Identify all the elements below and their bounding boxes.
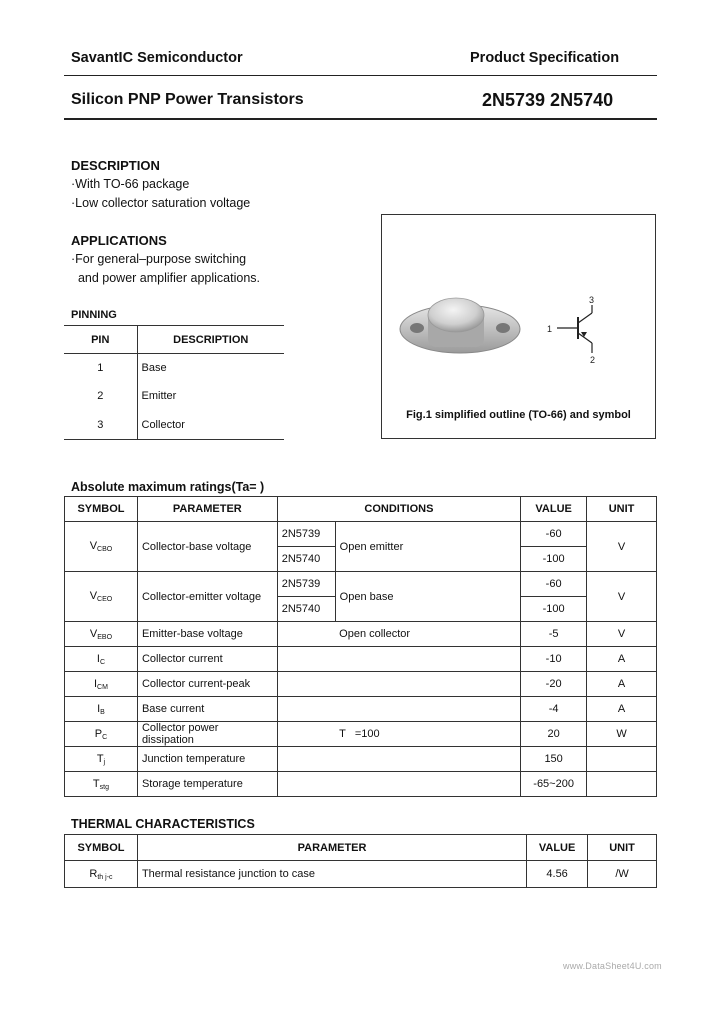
column-header-conditions: CONDITIONS — [277, 497, 520, 522]
pin-label-1: 1 — [547, 324, 553, 334]
condition-cell: Open base — [335, 572, 521, 622]
table-header-row — [65, 835, 657, 861]
parameter-cell: Collector current-peak — [137, 672, 277, 697]
mounting-hole-right — [496, 323, 510, 333]
unit-cell: V — [587, 522, 657, 572]
column-header-symbol: SYMBOL — [65, 497, 138, 522]
table-header-row — [65, 497, 657, 522]
column-header-unit: UNIT — [588, 835, 657, 861]
parameter-cell: Thermal resistance junction to case — [137, 861, 526, 888]
table-row — [64, 382, 284, 411]
thermal-table — [64, 834, 657, 888]
description-heading: DESCRIPTION — [71, 158, 160, 173]
pin-label-3: 3 — [589, 295, 595, 305]
symbol-cell: $P_C$ — [65, 722, 138, 747]
parameter-cell: Collector-base voltage — [137, 522, 277, 572]
thermal-heading: THERMAL CHARACTERISTICS — [71, 817, 255, 831]
pin-label-2: 2 — [590, 355, 596, 365]
table-row — [64, 411, 284, 440]
unit-cell: V — [587, 622, 657, 647]
value-cell: -60 — [521, 522, 587, 547]
to66-package-illustration — [382, 215, 655, 438]
parameter-cell: Emitter-base voltage — [137, 622, 277, 647]
applications-line-2: and power amplifier applications. — [71, 271, 260, 285]
symbol-cell: $R_{th j-c}$ — [65, 861, 138, 888]
table-row — [65, 522, 657, 547]
table-row — [65, 772, 657, 797]
unit-cell: V — [587, 572, 657, 622]
unit-cell: A — [587, 697, 657, 722]
unit-cell — [587, 747, 657, 772]
table-row — [65, 622, 657, 647]
description-line-2: ·Low collector saturation voltage — [71, 196, 251, 210]
pin-number: 2 — [64, 382, 137, 411]
value-cell: 4.56 — [527, 861, 588, 888]
value-cell: -20 — [521, 672, 587, 697]
page-title: Silicon PNP Power Transistors — [71, 91, 304, 108]
package-cap-top — [428, 298, 484, 332]
company-name: SavantIC Semiconductor — [71, 50, 243, 66]
table-row — [65, 747, 657, 772]
value-cell: -65~200 — [521, 772, 587, 797]
part-number-cell: 2N5740 — [277, 547, 335, 572]
part-number-cell: 2N5739 — [277, 572, 335, 597]
condition-cell — [335, 772, 521, 797]
figure-box — [381, 214, 656, 439]
parameter-cell: Collector current — [137, 647, 277, 672]
column-header-parameter: PARAMETER — [137, 497, 277, 522]
ratings-heading: Absolute maximum ratings(Ta= ) — [71, 480, 265, 494]
unit-cell: A — [587, 672, 657, 697]
table-row — [65, 697, 657, 722]
column-header-pin: PIN — [64, 326, 137, 354]
pinning-heading: PINNING — [71, 309, 117, 321]
condition-cell: T =100 — [335, 722, 521, 747]
pin-number: 1 — [64, 354, 137, 383]
value-cell: -5 — [521, 622, 587, 647]
unit-cell: W — [587, 722, 657, 747]
pnp-transistor-symbol — [557, 305, 592, 353]
symbol-cell: $I_C$ — [65, 647, 138, 672]
parameter-cell: Collector power dissipation — [137, 722, 277, 747]
pin-description: Base — [141, 362, 167, 374]
applications-heading: APPLICATIONS — [71, 233, 167, 248]
parameter-cell: Junction temperature — [137, 747, 277, 772]
symbol-cell: $T_{stg}$ — [65, 772, 138, 797]
mounting-hole-left — [410, 323, 424, 333]
table-row — [65, 672, 657, 697]
condition-cell: Open emitter — [335, 522, 521, 572]
value-cell: -4 — [521, 697, 587, 722]
condition-cell — [335, 647, 521, 672]
condition-cell: Open collector — [335, 622, 521, 647]
symbol-cell: $V_{CEO}$ — [65, 572, 138, 622]
symbol-cell: $T_j$ — [65, 747, 138, 772]
value-cell: 150 — [521, 747, 587, 772]
condition-cell — [335, 672, 521, 697]
pin-description: Collector — [137, 411, 284, 440]
symbol-cell: $I_{CM}$ — [65, 672, 138, 697]
unit-cell: /W — [588, 861, 657, 888]
column-header-symbol: SYMBOL — [65, 835, 138, 861]
figure-caption: Fig.1 simplified outline (TO-66) and symbol — [406, 409, 631, 421]
pinning-table — [64, 325, 284, 440]
column-header-parameter: PARAMETER — [137, 835, 526, 861]
symbol-cell: $V_{EBO}$ — [65, 622, 138, 647]
parameter-cell: Base current — [137, 697, 277, 722]
pin-description: Emitter — [141, 390, 177, 403]
pin-number: 3 — [64, 411, 137, 440]
table-row — [65, 647, 657, 672]
applications-line-1: ·For general–purpose switching — [71, 252, 247, 266]
ratings-table — [64, 496, 657, 797]
column-header-description: DESCRIPTION — [137, 326, 284, 354]
value-cell: -100 — [521, 547, 587, 572]
column-header-value: VALUE — [527, 835, 588, 861]
parameter-cell: Storage temperature — [137, 772, 277, 797]
column-header-unit: UNIT — [587, 497, 657, 522]
table-row — [65, 861, 657, 888]
table-row — [65, 722, 657, 747]
title-divider — [64, 118, 657, 120]
symbol-cell: $V_{CBO}$ — [65, 522, 138, 572]
value-cell: -60 — [521, 572, 587, 597]
column-header-value: VALUE — [521, 497, 587, 522]
header-divider — [64, 75, 657, 76]
symbol-cell: $I_B$ — [65, 697, 138, 722]
watermark-text: www.DataSheet4U.com — [563, 961, 662, 971]
condition-cell — [335, 697, 521, 722]
table-row — [65, 572, 657, 597]
table-row — [64, 354, 284, 383]
table-header-row — [64, 326, 284, 354]
unit-cell: A — [587, 647, 657, 672]
condition-cell — [335, 747, 521, 772]
document-type: Product Specification — [470, 50, 620, 66]
value-cell: 20 — [521, 722, 587, 747]
description-line-1: ·With TO-66 package — [71, 177, 190, 191]
unit-cell — [587, 772, 657, 797]
part-number-cell: 2N5739 — [277, 522, 335, 547]
value-cell: -10 — [521, 647, 587, 672]
value-cell: -100 — [521, 597, 587, 622]
parameter-cell: Collector-emitter voltage — [137, 572, 277, 622]
part-numbers: 2N5739 2N5740 — [482, 90, 614, 110]
part-number-cell: 2N5740 — [277, 597, 335, 622]
